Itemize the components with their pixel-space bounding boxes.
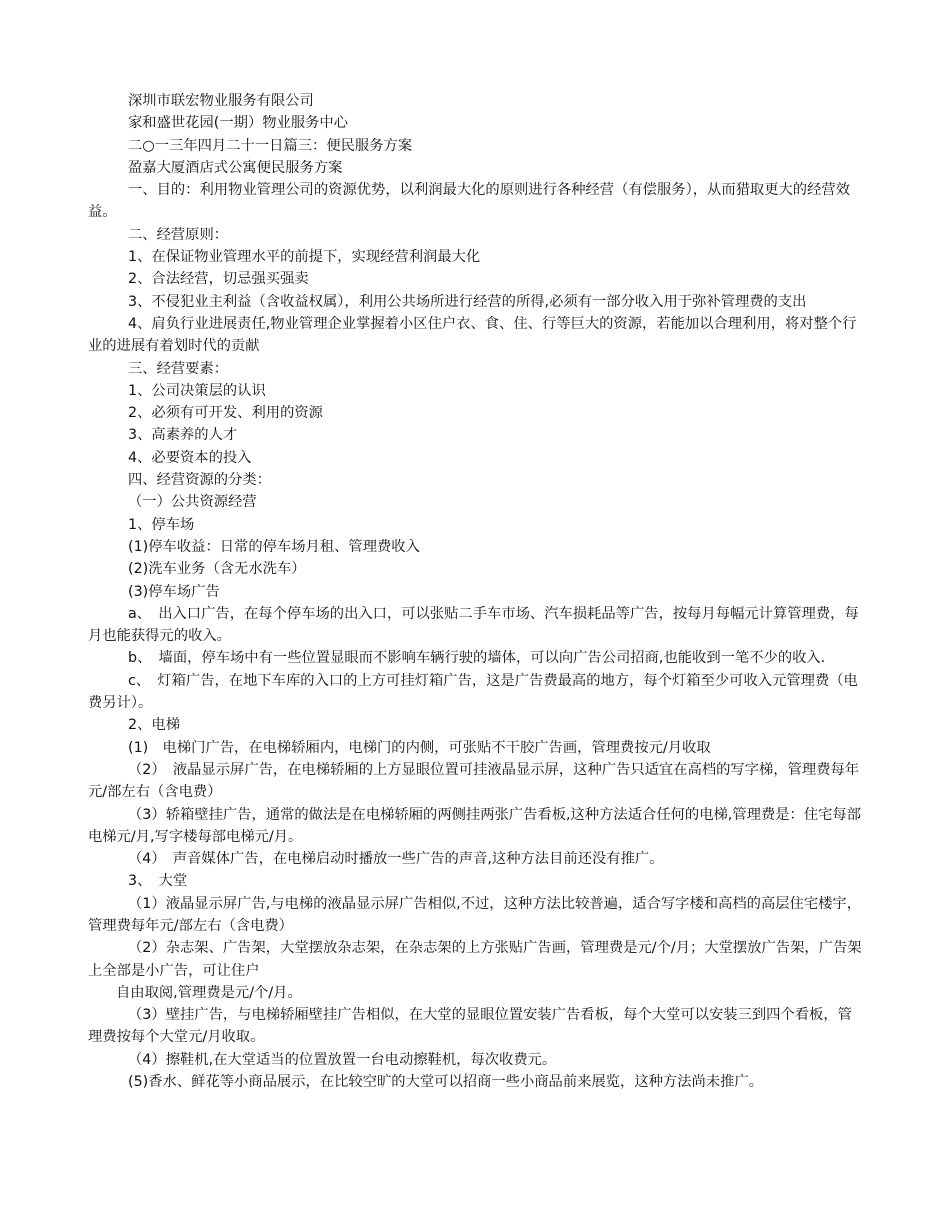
subsection-heading: （一）公共资源经营	[128, 494, 257, 511]
list-item: 1、停车场	[128, 516, 195, 533]
list-item: (3)停车场广告	[128, 583, 220, 600]
section-heading: 二、经营原则：	[128, 226, 229, 243]
section-heading: 四、经营资源的分类：	[128, 472, 271, 489]
list-item: 1、公司决策层的认识	[128, 382, 266, 399]
list-item: (5)香水、鲜花等小商品展示，在比较空旷的大堂可以招商一些小商品前来展览，这种方法尚未推广。	[128, 1074, 764, 1091]
list-item: （3）轿箱壁挂广告，通常的做法是在电梯轿厢的两侧挂两张广告看板,这种方法适合任何的电梯,管理费是：住宅每部电梯元/月,写字楼每部电梯元/月。	[88, 806, 862, 845]
list-item: （3）壁挂广告，与电梯轿厢壁挂广告相似，在大堂的显眼位置安装广告看板，每个大堂可以安装三到四个看板，管理费按每个大堂元/月收取。	[88, 1007, 852, 1046]
list-item: 3、不侵犯业主利益（含收益权属），利用公共场所进行经营的所得,必须有一部分收入用于弥补管理费的支出	[128, 293, 807, 310]
section-heading: 三、经营要素：	[128, 360, 229, 377]
list-item: （2） 液晶显示屏广告，在电梯轿厢的上方显眼位置可挂液晶显示屏，这种广告只适宜在高档的写字梯，管理费每年元/部左右（含电费）	[88, 761, 860, 801]
list-item: 3、 大堂	[128, 873, 188, 890]
list-item: c、 灯箱广告，在地下车库的入口的上方可挂灯箱广告，这是广告费最高的地方，每个灯箱至少可收入元管理费（电费另计）。	[88, 672, 858, 712]
list-item: b、 墙面，停车场中有一些位置显眼而不影响车辆行驶的墙体，可以向广告公司招商,也能收到一笔不少的收入.	[128, 650, 826, 667]
list-item: 3、高素养的人才	[128, 427, 238, 444]
list-item: 2、必须有可开发、利用的资源	[128, 405, 323, 422]
list-item: 1、在保证物业管理水平的前提下，实现经营利润最大化	[128, 249, 481, 266]
list-item: 4、必要资本的投入	[128, 449, 252, 466]
document-body	[88, 90, 862, 1093]
list-item: (2)洗车业务（含无水洗车）	[128, 561, 306, 578]
document-title: 盈嘉大厦酒店式公寓便民服务方案	[128, 159, 343, 176]
list-item: 2、合法经营，切忌强买强卖	[128, 271, 309, 288]
company-name: 深圳市联宏物业服务有限公司	[128, 93, 314, 109]
service-center: 家和盛世花园(一期）物业服务中心	[128, 115, 349, 132]
list-item: (1)停车收益：日常的停车场月租、管理费收入	[128, 538, 420, 555]
list-item: （2）杂志架、广告架，大堂摆放杂志架，在杂志架的上方张贴广告画，管理费是元/个/月；大堂摆放广告架，广告架上全部是小广告，可让住户	[88, 940, 862, 979]
list-item: a、 出入口广告，在每个停车场的出入口，可以张贴二手车市场、汽车损耗品等广告，按每月每幅元计算管理费，每月也能获得元的收入。	[88, 605, 859, 645]
paragraph-purpose: 一、目的：利用物业管理公司的资源优势，以利润最大化的原则进行各种经营（有偿服务），从而猎取更大的经营效益。	[88, 182, 850, 221]
list-item: 2、电梯	[128, 717, 180, 734]
list-item-continuation: 自由取阅,管理费是元/个/月。	[116, 984, 302, 1001]
date-line: 二○一三年四月二十一日篇三：便民服务方案	[128, 137, 413, 154]
list-item: 4、肩负行业进展责任,物业管理企业掌握着小区住户衣、食、住、行等巨大的资源，若能加以合理利用，将对整个行业的进展有着划时代的贡献	[88, 315, 857, 355]
list-item: （4） 声音媒体广告，在电梯启动时播放一些广告的声音,这种方法目前还没有推广。	[128, 851, 664, 868]
list-item: (1) 电梯门广告，在电梯轿厢内，电梯门的内侧，可张贴不干胶广告画，管理费按元/月收取	[128, 739, 711, 756]
list-item: （4）擦鞋机,在大堂适当的位置放置一台电动擦鞋机，每次收费元。	[128, 1051, 557, 1068]
list-item: （1）液晶显示屏广告,与电梯的液晶显示屏广告相似,不过，这种方法比较普遍，适合写字楼和高档的高层住宅楼宇，管理费每年元/部左右（含电费）	[88, 895, 862, 934]
